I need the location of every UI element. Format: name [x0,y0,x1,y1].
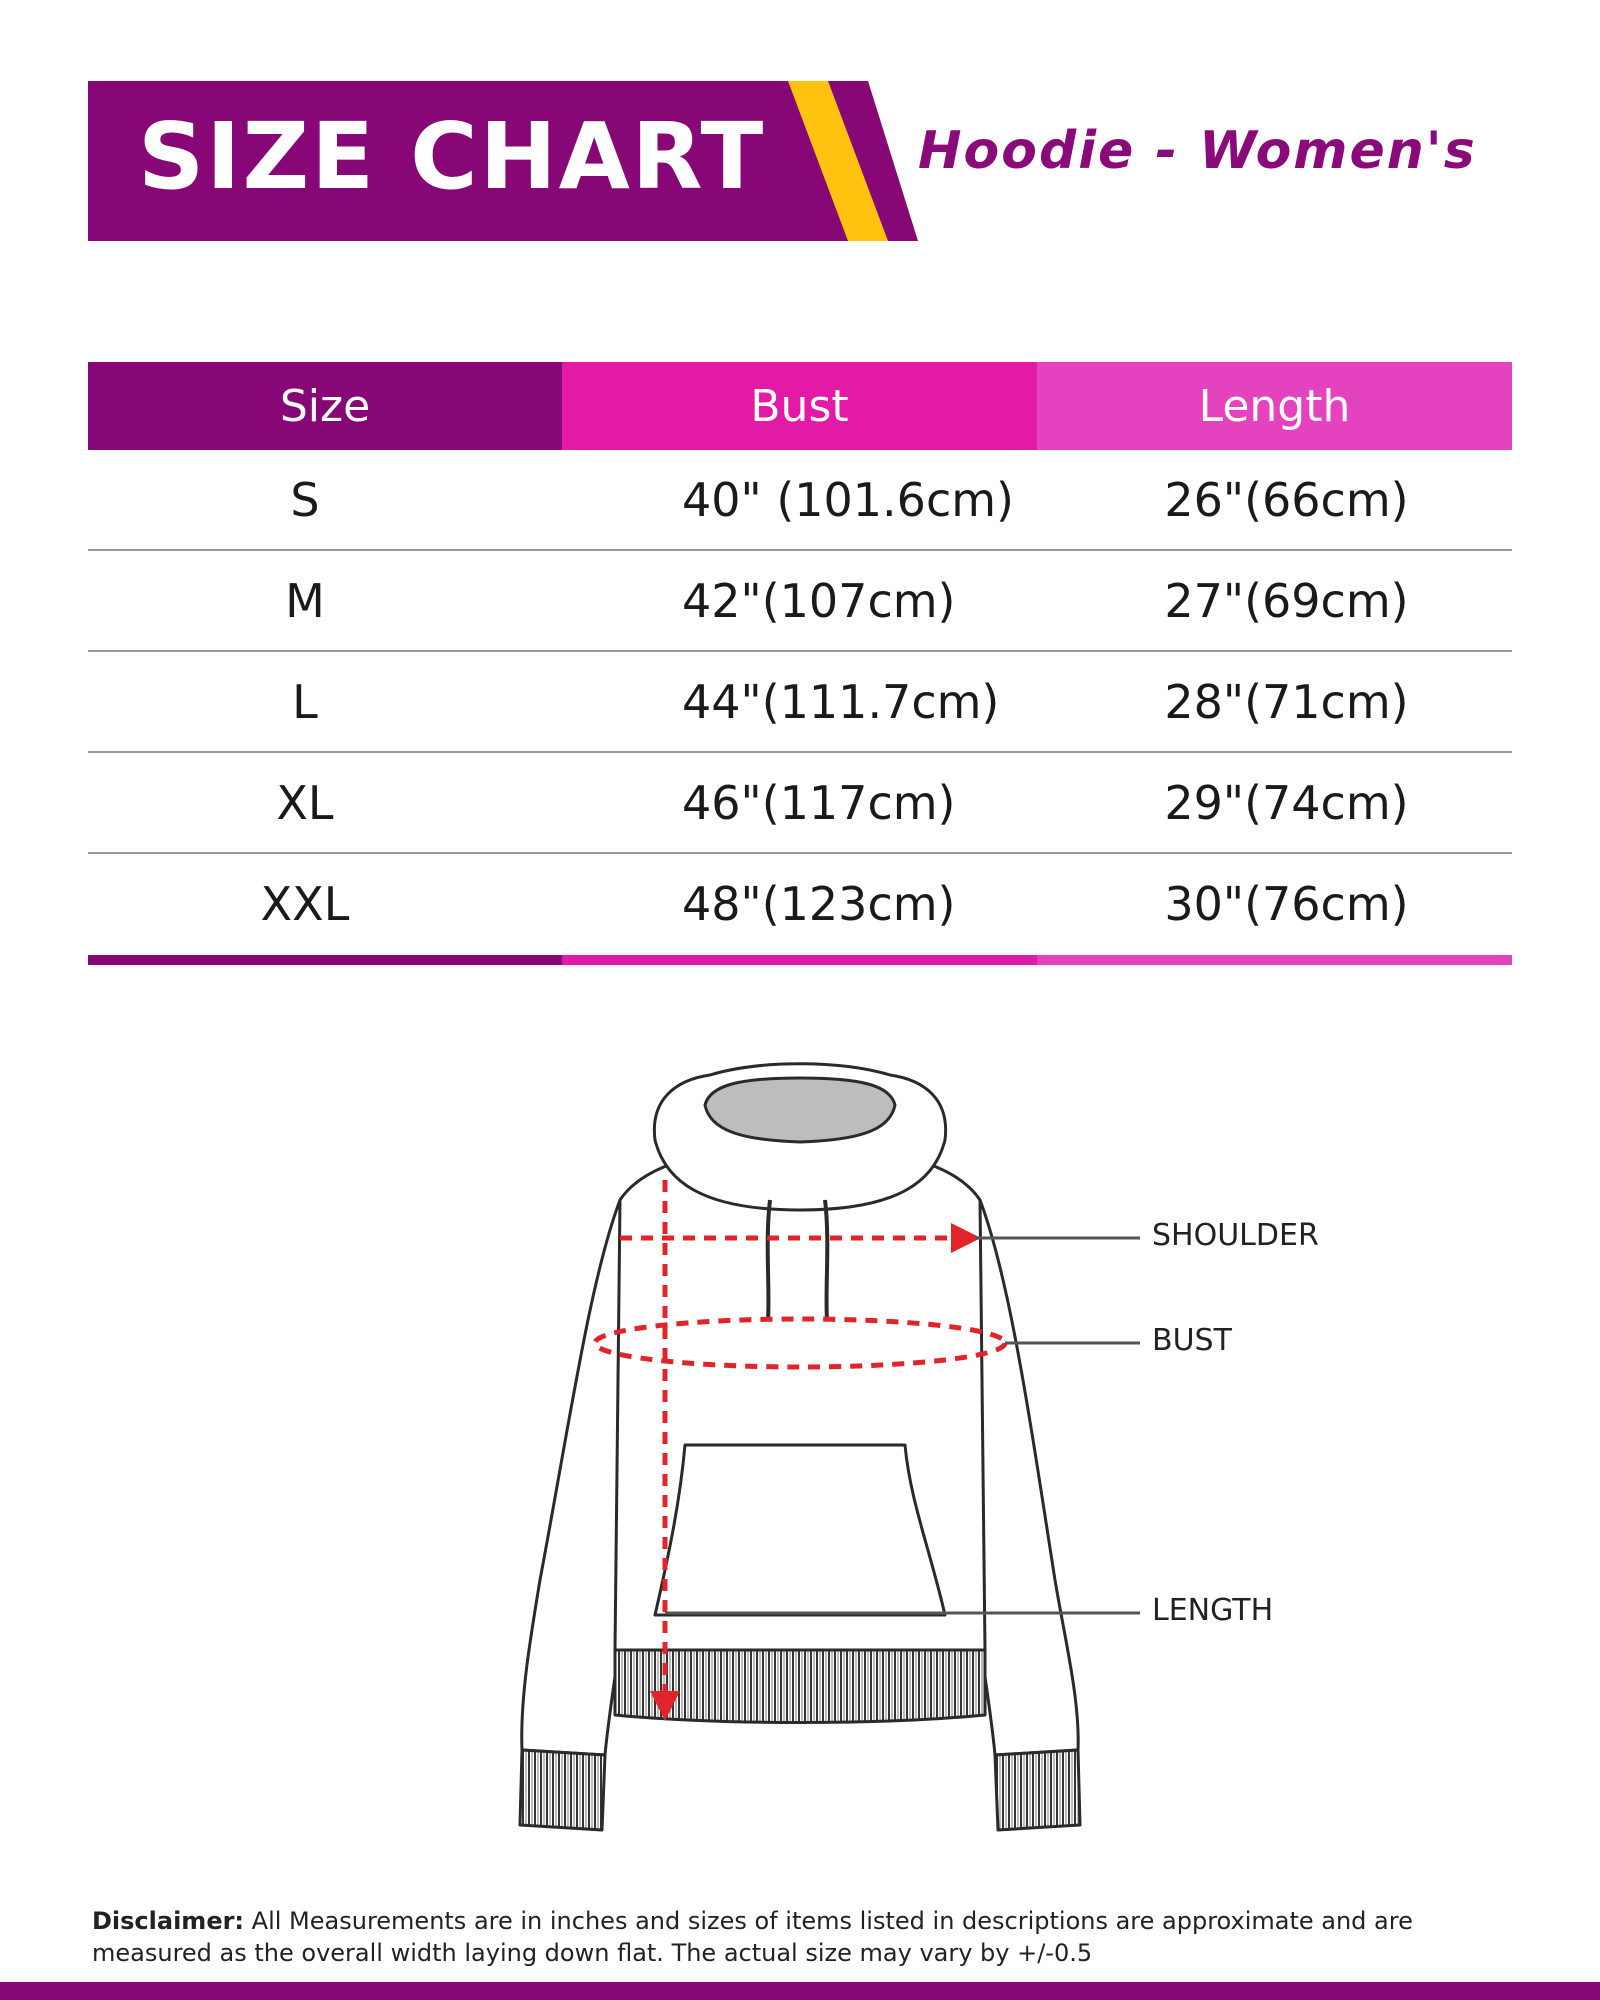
header-size: Size [88,362,562,450]
header-bust: Bust [562,362,1037,450]
disclaimer [92,1905,1532,1969]
length-cell: 27"(69cm) [1164,573,1409,628]
title-banner [88,81,918,241]
disclaimer-text: All Measurements are in inches and sizes of items listed in descriptions are approximate and are measured as the overall width laying down flat. The actual size may vary by +/-0.5 [92,1907,1413,1967]
length-label: LENGTH [1152,1593,1274,1628]
size-cell: S [290,472,320,527]
table-header [88,362,1512,450]
bottom-bar [0,1982,1600,2000]
bust-label: BUST [1152,1323,1232,1358]
table-row [88,652,1512,753]
bust-cell: 42"(107cm) [682,573,956,628]
length-cell: 30"(76cm) [1164,876,1409,931]
shoulder-label: SHOULDER [1152,1218,1319,1253]
size-cell: L [292,674,318,729]
hoodie-diagram [480,1060,1380,1840]
size-cell: XXL [260,876,350,931]
bust-cell: 48"(123cm) [682,876,956,931]
product-subtitle: Hoodie - Women's [918,121,1477,181]
disclaimer-label: Disclaimer: [92,1907,245,1935]
size-cell: M [285,573,325,628]
header-length: Length [1037,362,1512,450]
table-row [88,753,1512,854]
size-cell: XL [276,775,334,830]
bust-cell: 40" (101.6cm) [682,472,1014,527]
size-table [88,362,1512,965]
table-row [88,551,1512,652]
table-row [88,854,1512,953]
table-row [88,450,1512,551]
hoodie-illustration [480,1060,1380,1840]
table-footer-bar [88,955,1512,965]
page-title: SIZE CHART [138,103,766,210]
bust-cell: 46"(117cm) [682,775,956,830]
bust-cell: 44"(111.7cm) [682,674,1000,729]
length-cell: 29"(74cm) [1164,775,1409,830]
length-cell: 26"(66cm) [1164,472,1409,527]
length-cell: 28"(71cm) [1164,674,1409,729]
